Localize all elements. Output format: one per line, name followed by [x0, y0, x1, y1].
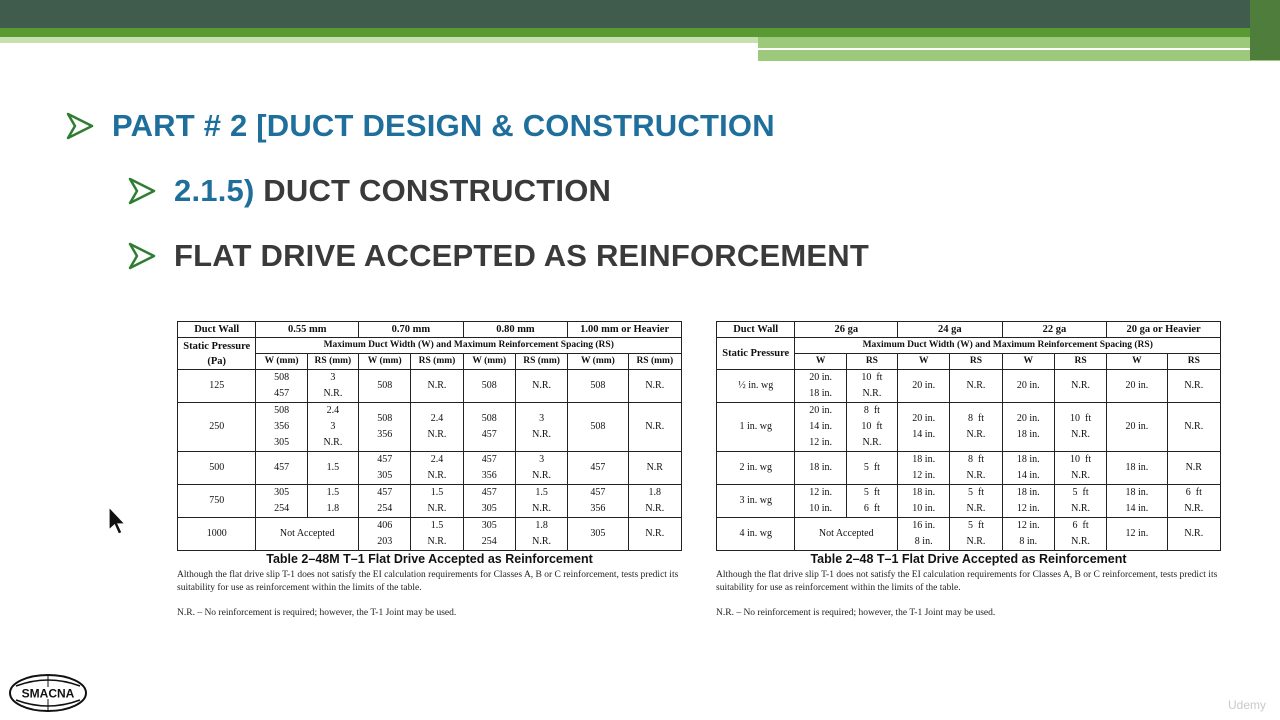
- table-row: [717, 403, 1221, 452]
- imperial-table: [716, 321, 1221, 551]
- span-header: Maximum Duct Width (W) and Maximum Reinforcement Spacing (RS): [256, 338, 682, 354]
- value-cell: 508 457: [463, 403, 515, 452]
- section-title: DUCT CONSTRUCTION: [254, 173, 612, 208]
- value-cell: 508 457: [256, 370, 307, 403]
- value-cell: 8 ft 10 ft N.R.: [846, 403, 897, 452]
- pressure-cell: 125: [178, 370, 256, 403]
- value-cell: 1.5 1.8: [307, 485, 358, 518]
- value-cell: N.R.: [1054, 370, 1106, 403]
- column-subheader: W (mm): [568, 354, 628, 370]
- value-cell: 10 ft N.R.: [846, 370, 897, 403]
- value-cell: 5 ft N.R.: [950, 485, 1002, 518]
- value-cell: 508 356: [359, 403, 411, 452]
- column-subheader: W (mm): [463, 354, 515, 370]
- table-row: [178, 485, 682, 518]
- span-header: Maximum Duct Width (W) and Maximum Reinforcement Spacing (RS): [795, 338, 1221, 354]
- value-cell: 3 N.R.: [515, 403, 567, 452]
- value-cell: 12 in. 10 in.: [795, 485, 846, 518]
- row-header: Static Pressure: [717, 338, 795, 370]
- value-cell: 18 in.: [1107, 452, 1167, 485]
- header-band-dark: [0, 0, 1280, 28]
- value-cell: 508: [568, 370, 628, 403]
- value-cell: 457 305: [359, 452, 411, 485]
- value-cell: 457 254: [359, 485, 411, 518]
- gauge-header: 22 ga: [1002, 322, 1107, 338]
- table-row: [178, 518, 682, 551]
- value-cell: 20 in. 14 in. 12 in.: [795, 403, 846, 452]
- gauge-header: 24 ga: [898, 322, 1003, 338]
- value-cell: N.R.: [515, 370, 567, 403]
- metric-table-note-nr: N.R. – No reinforcement is required; however, the T-1 Joint may be used.: [177, 608, 457, 618]
- value-cell: 20 in.: [1107, 403, 1167, 452]
- column-subheader: W: [898, 354, 950, 370]
- value-cell: 16 in. 8 in.: [898, 518, 950, 551]
- value-cell: 18 in. 14 in.: [1002, 452, 1054, 485]
- value-cell: 18 in. 12 in.: [898, 452, 950, 485]
- value-cell: 18 in.: [795, 452, 846, 485]
- value-cell: N.R.: [628, 403, 681, 452]
- corner-header: Duct Wall: [717, 322, 795, 338]
- udemy-watermark: Udemy: [1227, 698, 1266, 712]
- imperial-table-caption: Table 2–48 T–1 Flat Drive Accepted as Reinforcement: [810, 552, 1127, 566]
- value-cell: 305 254: [256, 485, 307, 518]
- value-cell: 5 ft N.R.: [950, 518, 1002, 551]
- value-cell: 3 N.R.: [515, 452, 567, 485]
- table-row: [717, 518, 1221, 551]
- value-cell: 12 in. 8 in.: [1002, 518, 1054, 551]
- value-cell: N.R.: [628, 370, 681, 403]
- bullet-part-title: [66, 108, 775, 144]
- value-cell: 457 305: [463, 485, 515, 518]
- value-cell: 457: [568, 452, 628, 485]
- section-number: 2.1.5): [174, 173, 255, 208]
- bullet-section-title: [128, 173, 611, 209]
- value-cell: 10 ft N.R.: [1054, 403, 1106, 452]
- header-band-right: [758, 37, 1280, 61]
- gauge-header: 0.80 mm: [463, 322, 568, 338]
- value-cell: 20 in. 14 in.: [898, 403, 950, 452]
- value-cell: 20 in. 18 in.: [1002, 403, 1054, 452]
- arrow-bullet-icon: [66, 112, 94, 140]
- value-cell: 20 in. 18 in.: [795, 370, 846, 403]
- value-cell: 1.5 N.R.: [515, 485, 567, 518]
- table-row: [717, 452, 1221, 485]
- value-cell: 20 in.: [1107, 370, 1167, 403]
- value-cell: 10 ft N.R.: [1054, 452, 1106, 485]
- column-subheader: W: [1002, 354, 1054, 370]
- corner-header: Duct Wall: [178, 322, 256, 338]
- value-cell: 2.4 N.R.: [411, 452, 463, 485]
- column-subheader: RS (mm): [628, 354, 681, 370]
- value-cell: 305: [568, 518, 628, 551]
- gauge-header: 1.00 mm or Heavier: [568, 322, 682, 338]
- imperial-table-note-nr: N.R. – No reinforcement is required; however, the T-1 Joint may be used.: [716, 608, 996, 618]
- header-corner-block: [1250, 0, 1280, 60]
- value-cell: 20 in.: [1002, 370, 1054, 403]
- value-cell: 1.8 N.R.: [628, 485, 681, 518]
- pressure-cell: 500: [178, 452, 256, 485]
- imperial-table-note: Although the flat drive slip T-1 does not satisfy the EI calculation requirements for Classes A, B or C reinforcement, tests predict its suitability for use as reinforcement within the limits of the table.: [716, 570, 1218, 593]
- value-cell: N.R.: [628, 518, 681, 551]
- metric-table-block: [177, 321, 682, 620]
- row-header: Static Pressure (Pa): [178, 338, 256, 370]
- pressure-cell: 3 in. wg: [717, 485, 795, 518]
- pressure-cell: 1000: [178, 518, 256, 551]
- value-cell: 305 254: [463, 518, 515, 551]
- value-cell: 406 203: [359, 518, 411, 551]
- value-cell: 12 in.: [1107, 518, 1167, 551]
- part-title: PART # 2 [DUCT DESIGN & CONSTRUCTION: [112, 108, 775, 143]
- value-cell: 1.8 N.R.: [515, 518, 567, 551]
- smacna-logo-text: SMACNA: [21, 686, 75, 701]
- value-cell: 2.4 N.R.: [411, 403, 463, 452]
- value-cell: 457: [256, 452, 307, 485]
- value-cell: 6 ft N.R.: [1054, 518, 1106, 551]
- arrow-bullet-icon: [128, 177, 156, 205]
- column-subheader: RS: [1167, 354, 1220, 370]
- value-cell: 3 N.R.: [307, 370, 358, 403]
- column-subheader: RS (mm): [307, 354, 358, 370]
- value-cell: N.R.: [1167, 518, 1220, 551]
- value-cell: N.R.: [1167, 370, 1220, 403]
- column-subheader: RS: [1054, 354, 1106, 370]
- value-cell: 18 in. 12 in.: [1002, 485, 1054, 518]
- value-cell: 457 356: [463, 452, 515, 485]
- column-subheader: RS (mm): [411, 354, 463, 370]
- imperial-table-block: [716, 321, 1221, 620]
- value-cell: N.R.: [950, 370, 1002, 403]
- pressure-cell: ½ in. wg: [717, 370, 795, 403]
- metric-table: [177, 321, 682, 551]
- value-cell: N.R.: [1167, 403, 1220, 452]
- gauge-header: 20 ga or Heavier: [1107, 322, 1221, 338]
- value-cell: N.R.: [411, 370, 463, 403]
- value-cell: 508 356 305: [256, 403, 307, 452]
- header-band-light: [0, 37, 760, 43]
- pressure-cell: 2 in. wg: [717, 452, 795, 485]
- pressure-cell: 250: [178, 403, 256, 452]
- value-cell: N.R: [628, 452, 681, 485]
- value-cell: 1.5 N.R.: [411, 485, 463, 518]
- value-cell: 5 ft 6 ft: [846, 485, 897, 518]
- value-cell: 20 in.: [898, 370, 950, 403]
- table-row: [178, 403, 682, 452]
- pressure-cell: 750: [178, 485, 256, 518]
- value-cell: 5 ft N.R.: [1054, 485, 1106, 518]
- table-row: [178, 452, 682, 485]
- value-cell: 508: [463, 370, 515, 403]
- column-subheader: W (mm): [359, 354, 411, 370]
- gauge-header: 0.70 mm: [359, 322, 464, 338]
- value-cell: 6 ft N.R.: [1167, 485, 1220, 518]
- value-cell: 508: [359, 370, 411, 403]
- gauge-header: 0.55 mm: [256, 322, 359, 338]
- header-band-green: [0, 28, 1280, 37]
- value-cell: 18 in. 14 in.: [1107, 485, 1167, 518]
- column-subheader: RS: [846, 354, 897, 370]
- value-cell: 457 356: [568, 485, 628, 518]
- column-subheader: W: [795, 354, 846, 370]
- table-row: [178, 370, 682, 403]
- metric-table-caption: Table 2–48M T–1 Flat Drive Accepted as Reinforcement: [266, 552, 593, 566]
- column-subheader: RS (mm): [515, 354, 567, 370]
- column-subheader: W: [1107, 354, 1167, 370]
- table-row: [717, 370, 1221, 403]
- bullet-topic-title: [128, 238, 869, 274]
- column-subheader: RS: [950, 354, 1002, 370]
- column-subheader: W (mm): [256, 354, 307, 370]
- value-cell: 18 in. 10 in.: [898, 485, 950, 518]
- not-accepted-cell: Not Accepted: [795, 518, 898, 551]
- value-cell: 2.4 3 N.R.: [307, 403, 358, 452]
- arrow-bullet-icon: [128, 242, 156, 270]
- not-accepted-cell: Not Accepted: [256, 518, 359, 551]
- gauge-header: 26 ga: [795, 322, 898, 338]
- value-cell: 5 ft: [846, 452, 897, 485]
- table-row: [717, 485, 1221, 518]
- value-cell: N.R: [1167, 452, 1220, 485]
- value-cell: 8 ft N.R.: [950, 452, 1002, 485]
- metric-table-note: Although the flat drive slip T-1 does not satisfy the EI calculation requirements for Classes A, B or C reinforcement, tests predict its suitability for use as reinforcement within the limits of the table.: [177, 570, 679, 593]
- smacna-logo: [8, 673, 88, 713]
- mouse-pointer-icon: [108, 506, 126, 536]
- pressure-cell: 1 in. wg: [717, 403, 795, 452]
- topic-title: FLAT DRIVE ACCEPTED AS REINFORCEMENT: [174, 238, 869, 273]
- pressure-cell: 4 in. wg: [717, 518, 795, 551]
- value-cell: 1.5: [307, 452, 358, 485]
- value-cell: 508: [568, 403, 628, 452]
- value-cell: 8 ft N.R.: [950, 403, 1002, 452]
- value-cell: 1.5 N.R.: [411, 518, 463, 551]
